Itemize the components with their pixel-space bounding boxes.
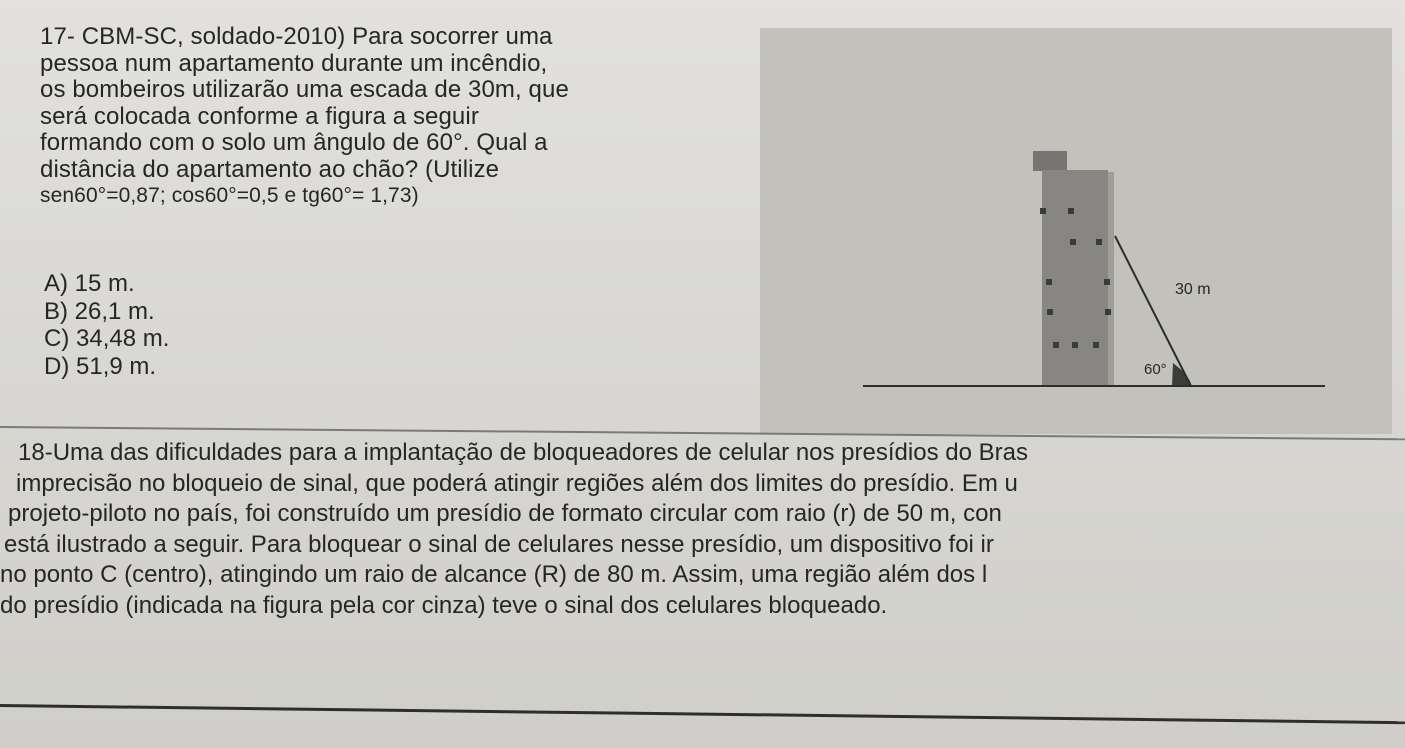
question-17-line: será colocada conforme a figura a seguir — [40, 102, 479, 130]
option-c[interactable]: C) 34,48 m. — [44, 325, 170, 352]
question-17-line: pessoa num apartamento durante um incêndio, — [40, 49, 548, 77]
ladder-length-label: 30 m — [1175, 281, 1211, 298]
question-18-line: no ponto C (centro), atingindo um raio de alcance (R) de 80 m. Assim, uma região além dos l — [0, 561, 988, 588]
question-18-line: 18-Uma das dificuldades para a implantação de bloqueadores de celular nos presídios do Bras — [18, 439, 1028, 466]
question-18 — [0, 438, 1405, 621]
question-18-line: do presídio (indicada na figura pela cor cinza) teve o sinal dos celulares bloqueado. — [0, 591, 888, 619]
question-17-line: formando com o solo um ângulo de 60°. Qual a — [40, 129, 548, 156]
option-d[interactable]: D) 51,9 m. — [44, 352, 157, 380]
question-17-line: sen60°=0,87; cos60°=0,5 e tg60°= 1,73) — [40, 184, 419, 207]
question-17-line: 17- CBM-SC, soldado-2010) Para socorrer uma — [40, 23, 553, 50]
option-a[interactable]: A) 15 m. — [44, 270, 135, 297]
question-17-line: os bombeiros utilizarão uma escada de 30m, que — [40, 76, 569, 103]
angle-label: 60° — [1144, 361, 1167, 378]
building-roof-block — [1033, 151, 1067, 171]
answer-options — [44, 270, 169, 380]
question-18-line: está ilustrado a seguir. Para bloquear o sinal de celulares nesse presídio, um dispositivo foi ir — [4, 530, 994, 558]
question-17 — [40, 24, 760, 210]
building-ladder-figure — [760, 28, 1392, 434]
figure-svg — [760, 28, 1392, 434]
question-18-line: imprecisão no bloqueio de sinal, que poderá atingir regiões além dos limites do presídio. Em u — [16, 469, 1018, 497]
option-b[interactable]: B) 26,1 m. — [44, 297, 155, 325]
building — [1042, 170, 1108, 386]
question-17-line: distância do apartamento ao chão? (Utilize — [40, 155, 500, 183]
question-18-line: projeto-piloto no país, foi construído um presídio de formato circular com raio (r) de 50 m, con — [8, 500, 1002, 527]
